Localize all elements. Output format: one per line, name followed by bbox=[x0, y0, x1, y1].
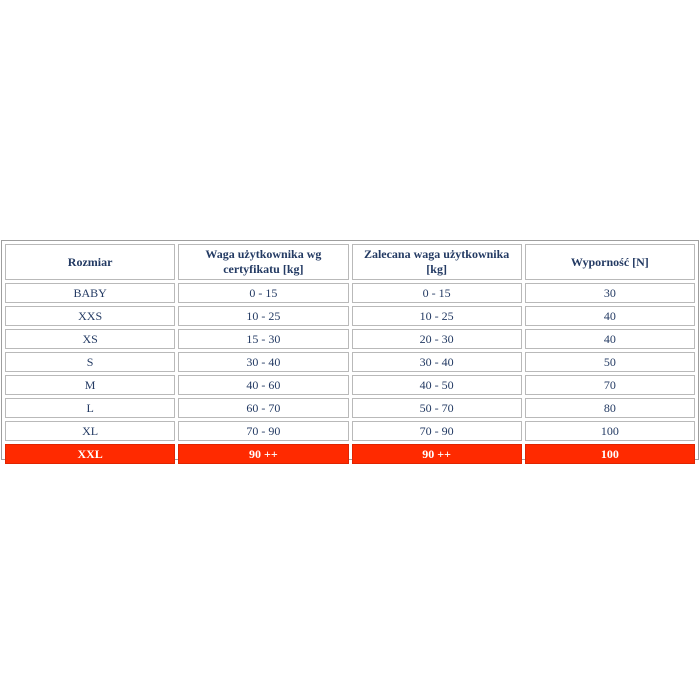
cell-size: XS bbox=[5, 329, 175, 349]
cell-certified-weight: 0 - 15 bbox=[178, 283, 348, 303]
header-size: Rozmiar bbox=[5, 244, 175, 280]
cell-size: S bbox=[5, 352, 175, 372]
cell-size: L bbox=[5, 398, 175, 418]
cell-buoyancy: 100 bbox=[525, 444, 695, 464]
cell-buoyancy: 70 bbox=[525, 375, 695, 395]
table-header-row bbox=[5, 244, 695, 280]
cell-recommended-weight: 10 - 25 bbox=[352, 306, 522, 326]
cell-size: M bbox=[5, 375, 175, 395]
cell-size: BABY bbox=[5, 283, 175, 303]
cell-recommended-weight: 0 - 15 bbox=[352, 283, 522, 303]
cell-buoyancy: 30 bbox=[525, 283, 695, 303]
cell-certified-weight: 70 - 90 bbox=[178, 421, 348, 441]
cell-recommended-weight: 90 ++ bbox=[352, 444, 522, 464]
cell-buoyancy: 80 bbox=[525, 398, 695, 418]
table-row bbox=[5, 283, 695, 303]
cell-buoyancy: 50 bbox=[525, 352, 695, 372]
cell-size: XXL bbox=[5, 444, 175, 464]
size-table-container bbox=[1, 240, 699, 460]
table-row bbox=[5, 329, 695, 349]
cell-recommended-weight: 40 - 50 bbox=[352, 375, 522, 395]
table-row bbox=[5, 375, 695, 395]
cell-certified-weight: 15 - 30 bbox=[178, 329, 348, 349]
cell-buoyancy: 100 bbox=[525, 421, 695, 441]
table-row-highlighted bbox=[5, 444, 695, 464]
header-buoyancy: Wyporność [N] bbox=[525, 244, 695, 280]
cell-size: XL bbox=[5, 421, 175, 441]
header-recommended-weight: Zalecana waga użytkownika [kg] bbox=[352, 244, 522, 280]
cell-certified-weight: 30 - 40 bbox=[178, 352, 348, 372]
size-table bbox=[2, 241, 698, 467]
cell-recommended-weight: 70 - 90 bbox=[352, 421, 522, 441]
cell-recommended-weight: 30 - 40 bbox=[352, 352, 522, 372]
cell-certified-weight: 10 - 25 bbox=[178, 306, 348, 326]
cell-size: XXS bbox=[5, 306, 175, 326]
cell-certified-weight: 90 ++ bbox=[178, 444, 348, 464]
header-certified-weight: Waga użytkownika wg certyfikatu [kg] bbox=[178, 244, 348, 280]
table-row bbox=[5, 306, 695, 326]
cell-recommended-weight: 50 - 70 bbox=[352, 398, 522, 418]
cell-buoyancy: 40 bbox=[525, 329, 695, 349]
cell-recommended-weight: 20 - 30 bbox=[352, 329, 522, 349]
table-row bbox=[5, 421, 695, 441]
cell-certified-weight: 60 - 70 bbox=[178, 398, 348, 418]
cell-certified-weight: 40 - 60 bbox=[178, 375, 348, 395]
cell-buoyancy: 40 bbox=[525, 306, 695, 326]
table-row bbox=[5, 398, 695, 418]
table-row bbox=[5, 352, 695, 372]
